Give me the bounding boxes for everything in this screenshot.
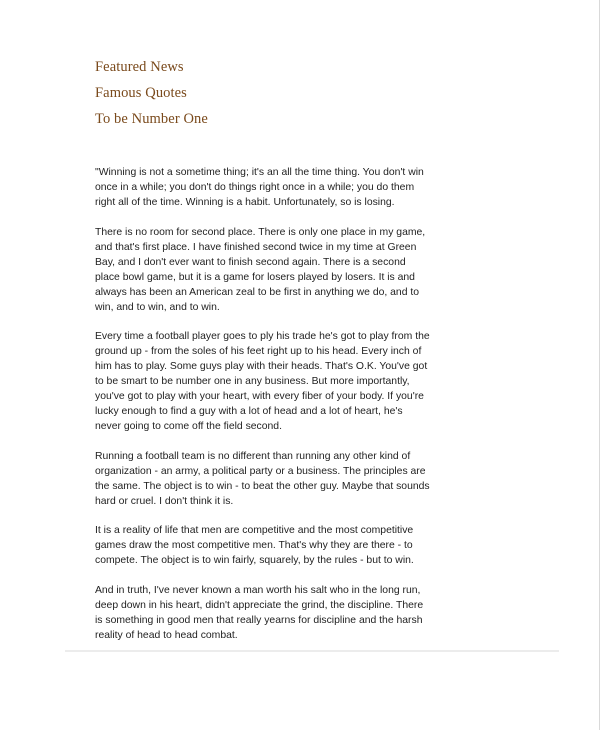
heading-featured-news: Featured News bbox=[95, 59, 184, 75]
heading-group bbox=[95, 59, 208, 137]
quote-paragraph-5: It is a reality of life that men are competitive and the most competitive games draw the most competitive men. That's why they are there - to compete. The object is to win fairly, squarely, by the rules - but to win. bbox=[95, 525, 414, 566]
quote-body bbox=[95, 165, 431, 657]
quote-paragraph-2: There is no room for second place. There is only one place in my game, and that's first place. I have finished second twice in my time at Green Bay, and I don't ever want to finish second again. There is a second place bowl game, but it is a game for losers played by losers. It is and always has been an American zeal to be first in anything we do, and to win, and to win, and to win. bbox=[95, 226, 426, 313]
heading-famous-quotes: Famous Quotes bbox=[95, 85, 187, 101]
quote-paragraph-4: Running a football team is no different than running any other kind of organization - an army, a political party or a business. The principles are the same. The object is to win - to beat the other guy. Maybe that sounds hard or cruel. I don't think it is. bbox=[95, 450, 430, 507]
heading-to-be-number-one: To be Number One bbox=[95, 111, 208, 127]
quote-paragraph-6: And in truth, I've never known a man worth his salt who in the long run, deep down in his heart, didn't appreciate the grind, the discipline. There is something in good men that really yearns for discipline and the harsh reality of head to head combat. bbox=[95, 584, 424, 641]
page-bottom-divider bbox=[65, 650, 559, 652]
quote-paragraph-1: "Winning is not a sometime thing; it's an all the time thing. You don't win once in a while; you don't do things right once in a while; you do them right all of the time. Winning is a habit. Unfortunately, so is losing. bbox=[95, 167, 424, 208]
quote-paragraph-3: Every time a football player goes to ply his trade he's got to play from the ground up - from the soles of his feet right up to his head. Every inch of him has to play. Some guys play with their heads. That's O.K. You've got to be smart to be number one in any business. But more importantly, you've got to play with your heart, with every fiber of your body. If you're lucky enough to find a guy with a lot of head and a lot of heart, he's never going to come off the field second. bbox=[95, 331, 430, 432]
